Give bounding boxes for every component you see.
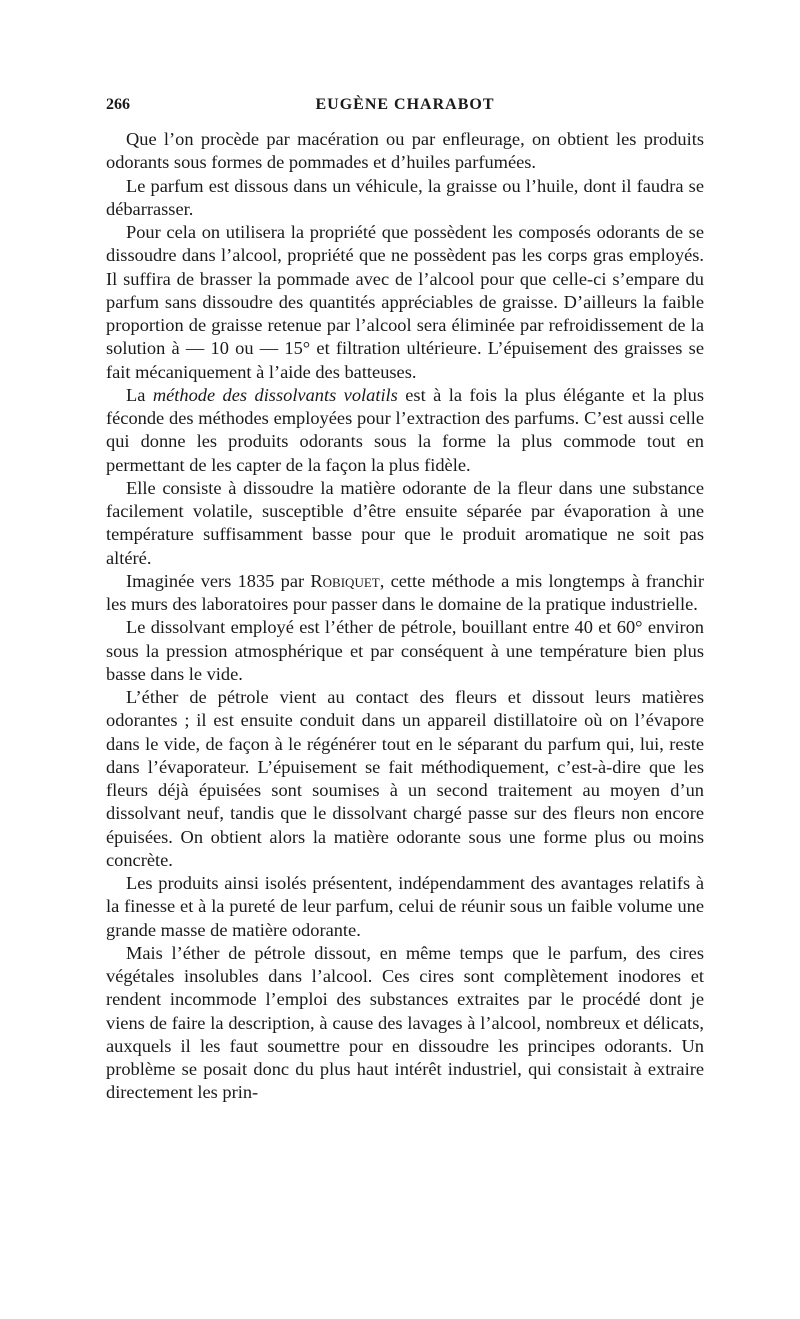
body-text [106, 128, 704, 1105]
running-title: EUGÈNE CHARABOT [315, 96, 495, 113]
paragraph-lead: La [126, 384, 153, 405]
author-name: Robiquet [310, 570, 380, 591]
paragraph-cires: Mais l’éther de pétrole dissout, en même temps que le parfum, des cires végétales insolubles dans l’alcool. Ces cires sont complètement inodores et rendent incommode l’emploi des substances extraites par le procédé dont je viens de faire la description, à cause des lavages à l’alcool, nombreux et délicats, auxquels il les faut soumettre pour en dissoudre les principes odorants. Un problème se posait donc du plus haut intérêt industriel, qui consistait à extraire directement les prin- [106, 942, 704, 1103]
page-header [106, 96, 704, 120]
paragraph-avantages: Les produits ainsi isolés présentent, indépendamment des avantages relatifs à la finesse et à la pureté de leur parfum, celui de réunir sous un faible volume une grande masse de matière odorante. [106, 873, 704, 940]
paragraph-rest: , cette méthode a mis longtemps à franchir les murs des laboratoires pour passer dans le domaine de la pratique industrielle. [106, 570, 704, 614]
paragraph-lead: Imaginée vers 1835 par [126, 570, 311, 591]
paragraph-alcool: Pour cela on utilisera la propriété que possèdent les composés odorants de se dissoudre dans l’alcool, propriété que ne possèdent pas les corps gras employés. Il suffira de brasser la pommade avec de l’alcool pour que celle-ci s’empare du parfum sans dissoudre des quantités appréciables de graisse. D’ailleurs la faible proportion de graisse retenue par l’alcool sera éliminée par refroidissement de la solution à — 10 ou — 15° et filtration ultérieure. L’épuisement des graisses se fait mécaniquement à l’aide des batteuses. [106, 222, 704, 382]
paragraph-robiquet [106, 570, 704, 617]
paragraph-rest: est à la fois la plus élégante et la plus féconde des méthodes employées pour l’extraction des parfums. C’est aussi celle qui donne les produits odorants sous la forme la plus commode tout en permettant de les capter de la façon la plus fidèle. [106, 384, 704, 475]
page-number: 266 [106, 96, 130, 113]
paragraph-dissolvants-volatils [106, 384, 704, 477]
paragraph-epuisement: L’éther de pétrole vient au contact des fleurs et dissout leurs matières odorantes ; il est ensuite conduit dans un appareil distillatoire où on l’évapore dans le vide, de façon à le régénérer tout en le séparant du parfum qui, lui, reste dans l’évaporateur. L’épuisement se fait méthodiquement, c’est-à-dire que les fleurs déjà épuisées sont soumises à un second traitement au moyen d’un dissolvant neuf, tandis que le dissolvant chargé passe sur des fleurs non encore épuisées. On obtient alors la matière odorante sous une forme plus ou moins concrète. [106, 687, 704, 870]
paragraph-vehicule: Le parfum est dissous dans un véhicule, la graisse ou l’huile, dont il faudra se débarrasser. [106, 175, 704, 219]
paragraph-principe: Elle consiste à dissoudre la matière odorante de la fleur dans une substance facilement volatile, susceptible d’être ensuite séparée par évaporation à une température suffisamment basse pour que le produit aromatique ne soit pas altéré. [106, 477, 704, 568]
paragraph-maceration: Que l’on procède par macération ou par enfleurage, on obtient les produits odorants sous formes de pommades et d’huiles parfumées. [106, 129, 704, 173]
method-name-emphasis: méthode des dissolvants volatils [152, 384, 398, 405]
paragraph-ether: Le dissolvant employé est l’éther de pétrole, bouillant entre 40 et 60° environ sous la pression atmosphérique et par conséquent à une température bien plus basse dans le vide. [106, 617, 704, 684]
